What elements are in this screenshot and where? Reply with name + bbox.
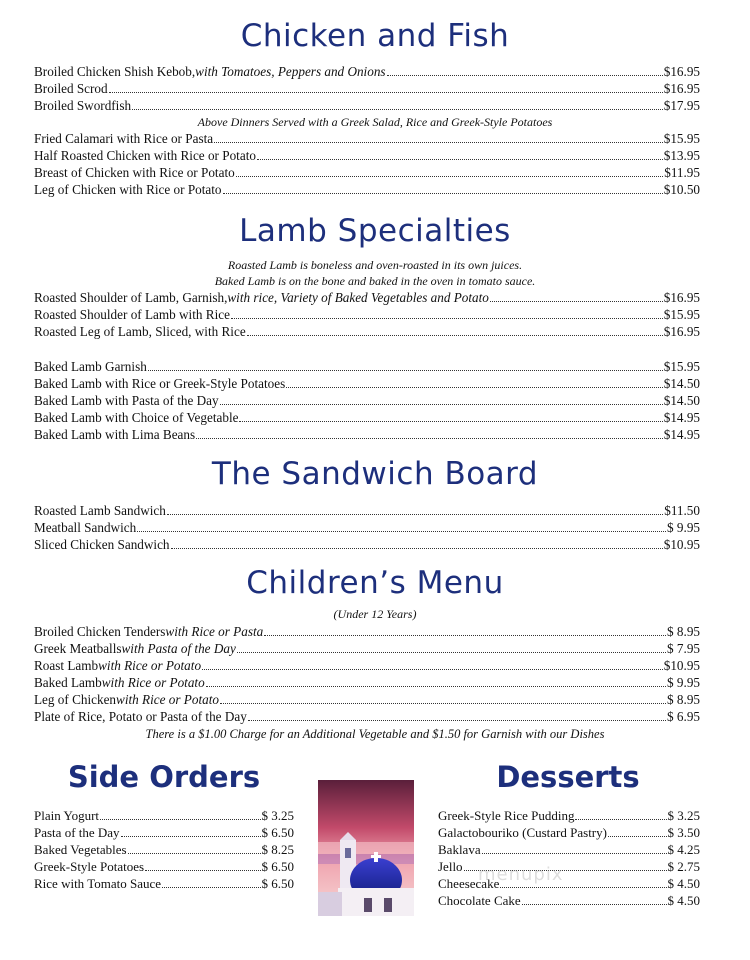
dot-leader bbox=[490, 290, 663, 302]
menu-item-price: $14.95 bbox=[663, 427, 700, 442]
menu-item-price: $11.50 bbox=[664, 503, 700, 518]
santorini-church-illustration bbox=[318, 780, 414, 916]
dot-leader bbox=[196, 427, 663, 439]
menu-item-price: $14.95 bbox=[663, 410, 700, 425]
dot-leader bbox=[137, 520, 666, 532]
sandwich-title: The Sandwich Board bbox=[211, 456, 539, 492]
dot-leader bbox=[100, 808, 260, 820]
dot-leader bbox=[132, 98, 663, 110]
menu-item bbox=[34, 80, 700, 97]
menu-item-name: Half Roasted Chicken with Rice or Potato bbox=[34, 148, 256, 163]
chicken-fish-list-a bbox=[34, 63, 700, 114]
menu-item bbox=[34, 323, 700, 340]
dot-leader bbox=[148, 359, 663, 371]
menu-item bbox=[34, 306, 700, 323]
menu-item-price: $14.50 bbox=[663, 376, 700, 391]
lamb-list-a bbox=[34, 289, 700, 340]
menu-item-name: Greek-Style Rice Pudding bbox=[438, 808, 575, 823]
menu-item-name: Baked Vegetables bbox=[34, 842, 127, 857]
menu-item-price: $17.95 bbox=[663, 98, 700, 113]
sandwich-list bbox=[34, 502, 700, 553]
menu-item-price: $ 6.50 bbox=[261, 876, 294, 891]
menu-item-name: Galactobouriko (Custard Pastry) bbox=[438, 825, 607, 840]
menu-item-name: Roasted Shoulder of Lamb with Rice bbox=[34, 307, 230, 322]
menu-item bbox=[34, 63, 700, 80]
dot-leader bbox=[608, 825, 667, 837]
menu-item-price: $ 8.25 bbox=[261, 842, 294, 857]
dot-leader bbox=[202, 658, 663, 670]
watermark: menupix bbox=[478, 864, 564, 885]
menu-item-price: $ 3.25 bbox=[667, 808, 700, 823]
menu-item bbox=[34, 358, 700, 375]
dot-leader bbox=[223, 182, 663, 194]
menu-item bbox=[34, 97, 700, 114]
chicken-fish-list-b bbox=[34, 130, 700, 198]
menu-item-name: Baked Lamb with Pasta of the Day bbox=[34, 393, 219, 408]
menu-item-name: Plate of Rice, Potato or Pasta of the Day bbox=[34, 709, 247, 724]
menu-item-name: Jello bbox=[438, 859, 463, 874]
menu-item-name: Greek-Style Potatoes bbox=[34, 859, 145, 874]
menu-item bbox=[34, 824, 294, 841]
menu-item bbox=[438, 892, 700, 909]
lamb-note-2: Baked Lamb is on the bone and baked in the oven in tomato sauce. bbox=[214, 274, 536, 288]
menu-item-description: with Tomatoes, Peppers and Onions bbox=[195, 64, 386, 79]
menu-item-name: Cheesecake bbox=[438, 876, 500, 891]
menu-item-price: $ 6.50 bbox=[261, 859, 294, 874]
lamb-title: Lamb Specialties bbox=[239, 213, 511, 249]
menu-item-name: Breast of Chicken with Rice or Potato bbox=[34, 165, 235, 180]
menu-item bbox=[34, 130, 700, 147]
dot-leader bbox=[248, 709, 666, 721]
dot-leader bbox=[239, 410, 662, 422]
menu-item bbox=[34, 147, 700, 164]
menu-item-name: Baked Lamb with Lima Beans bbox=[34, 427, 196, 442]
dot-leader bbox=[121, 825, 261, 837]
menu-item-name: Broiled Chicken Tenders bbox=[34, 624, 166, 639]
menu-item bbox=[34, 858, 294, 875]
dot-leader bbox=[236, 165, 664, 177]
menu-item-name: Roasted Lamb Sandwich bbox=[34, 503, 166, 518]
menu-item-name: Sliced Chicken Sandwich bbox=[34, 537, 170, 552]
dot-leader bbox=[264, 624, 666, 636]
menu-item bbox=[438, 841, 700, 858]
menu-item-price: $16.95 bbox=[663, 290, 700, 305]
menu-item-description: with Rice or Potato bbox=[101, 675, 205, 690]
dot-leader bbox=[171, 537, 663, 549]
menu-item bbox=[34, 289, 700, 306]
menu-item-name: Baked Lamb with Rice or Greek-Style Potatoes bbox=[34, 376, 286, 391]
menu-item bbox=[34, 181, 700, 198]
dot-leader bbox=[220, 393, 663, 405]
menu-item-price: $10.50 bbox=[663, 182, 700, 197]
menu-item bbox=[438, 824, 700, 841]
menu-item bbox=[34, 640, 700, 657]
chicken-fish-note: Above Dinners Served with a Greek Salad, Rice and Greek-Style Potatoes bbox=[197, 115, 553, 129]
menu-item bbox=[34, 708, 700, 725]
menu-item-name: Fried Calamari with Rice or Pasta bbox=[34, 131, 214, 146]
menu-item-price: $16.95 bbox=[663, 324, 700, 339]
menu-item-price: $ 9.95 bbox=[667, 675, 700, 690]
dot-leader bbox=[162, 876, 260, 888]
menu-item-price: $10.95 bbox=[663, 658, 700, 673]
menu-item-name: Baked Lamb bbox=[34, 675, 102, 690]
lamb-note-1: Roasted Lamb is boneless and oven-roasted in its own juices. bbox=[227, 258, 523, 272]
menu-item-price: $16.95 bbox=[663, 64, 700, 79]
lamb-list-b bbox=[34, 358, 700, 443]
menu-item-price: $ 4.25 bbox=[667, 842, 700, 857]
menu-item bbox=[34, 807, 294, 824]
menu-item bbox=[34, 519, 700, 536]
menu-item-price: $13.95 bbox=[663, 148, 700, 163]
dot-leader bbox=[247, 324, 663, 336]
menu-item-name: Roast Lamb bbox=[34, 658, 99, 673]
dot-leader bbox=[231, 307, 663, 319]
menu-item-name: Plain Yogurt bbox=[34, 808, 100, 823]
menu-item-name: Baked Lamb with Choice of Vegetable bbox=[34, 410, 239, 425]
menu-item-price: $14.50 bbox=[663, 393, 700, 408]
children-note: There is a $1.00 Charge for an Additional Vegetable and $1.50 for Garnish with our Dishes bbox=[145, 727, 605, 741]
menu-item-name: Leg of Chicken with Rice or Potato bbox=[34, 182, 222, 197]
menu-item bbox=[34, 392, 700, 409]
menu-item-price: $15.95 bbox=[663, 359, 700, 374]
menu-item-name: Broiled Scrod bbox=[34, 81, 108, 96]
menu-item-price: $ 7.95 bbox=[667, 641, 700, 656]
dot-leader bbox=[257, 148, 663, 160]
menu-item-price: $ 8.95 bbox=[667, 624, 700, 639]
menu-item bbox=[34, 426, 700, 443]
children-list bbox=[34, 623, 700, 725]
menu-item-name: Roasted Leg of Lamb, Sliced, with Rice bbox=[34, 324, 246, 339]
menu-item bbox=[34, 375, 700, 392]
desserts-list bbox=[438, 807, 700, 909]
menu-item bbox=[34, 536, 700, 553]
dot-leader bbox=[167, 503, 663, 515]
menu-item-price: $ 6.95 bbox=[667, 709, 700, 724]
dot-leader bbox=[286, 376, 663, 388]
menu-item bbox=[34, 623, 700, 640]
desserts-title: Desserts bbox=[496, 760, 640, 794]
children-title: Children’s Menu bbox=[246, 565, 504, 601]
dot-leader bbox=[214, 131, 663, 143]
dot-leader bbox=[109, 81, 663, 93]
menu-item-name: Leg of Chicken bbox=[34, 692, 117, 707]
menu-item-price: $ 4.50 bbox=[667, 876, 700, 891]
menu-item bbox=[34, 502, 700, 519]
menu-item-price: $ 4.50 bbox=[667, 893, 700, 908]
menu-item-name: Pasta of the Day bbox=[34, 825, 120, 840]
dot-leader bbox=[237, 641, 666, 653]
sides-list bbox=[34, 807, 294, 892]
menu-item-name: Chocolate Cake bbox=[438, 893, 521, 908]
menu-item bbox=[34, 875, 294, 892]
dot-leader bbox=[145, 859, 260, 871]
menu-item-name: Broiled Swordfish bbox=[34, 98, 132, 113]
menu-item bbox=[34, 674, 700, 691]
menu-item-price: $10.95 bbox=[663, 537, 700, 552]
menu-item-price: $ 3.25 bbox=[261, 808, 294, 823]
sides-title: Side Orders bbox=[67, 760, 261, 794]
dot-leader bbox=[575, 808, 666, 820]
menu-item-description: with Pasta of the Day bbox=[121, 641, 236, 656]
menu-item bbox=[34, 657, 700, 674]
menu-item bbox=[438, 807, 700, 824]
menu-item-price: $ 2.75 bbox=[667, 859, 700, 874]
menu-item-description: with rice, Variety of Baked Vegetables and Potato bbox=[227, 290, 489, 305]
menu-item bbox=[34, 409, 700, 426]
menu-item-name: Meatball Sandwich bbox=[34, 520, 137, 535]
menu-item-price: $15.95 bbox=[663, 307, 700, 322]
menu-item-price: $16.95 bbox=[663, 81, 700, 96]
menu-item-name: Broiled Chicken Shish Kebob, bbox=[34, 64, 196, 79]
dot-leader bbox=[220, 692, 666, 704]
menu-item bbox=[34, 841, 294, 858]
menu-item-description: with Rice or Potato bbox=[98, 658, 202, 673]
menu-item-price: $ 9.95 bbox=[667, 520, 700, 535]
menu-item-description: with Rice or Pasta bbox=[165, 624, 264, 639]
menu-item-name: Roasted Shoulder of Lamb, Garnish, bbox=[34, 290, 228, 305]
menu-item-price: $15.95 bbox=[663, 131, 700, 146]
chicken-fish-title: Chicken and Fish bbox=[240, 18, 510, 54]
dot-leader bbox=[387, 64, 663, 76]
menu-item-name: Rice with Tomato Sauce bbox=[34, 876, 162, 891]
menu-item-description: with Rice or Potato bbox=[116, 692, 219, 707]
menu-item-price: $ 6.50 bbox=[261, 825, 294, 840]
children-subtitle: (Under 12 Years) bbox=[333, 607, 417, 621]
menu-item bbox=[34, 164, 700, 181]
menu-item bbox=[34, 691, 700, 708]
menu-item-price: $ 8.95 bbox=[667, 692, 700, 707]
dot-leader bbox=[522, 893, 667, 905]
menu-item-name: Baklava bbox=[438, 842, 481, 857]
menu-item-name: Greek Meatballs bbox=[34, 641, 122, 656]
dot-leader bbox=[206, 675, 666, 687]
santorini-church-image bbox=[318, 780, 414, 916]
dot-leader bbox=[128, 842, 261, 854]
menu-item-price: $11.95 bbox=[664, 165, 700, 180]
menu-item-name: Baked Lamb Garnish bbox=[34, 359, 147, 374]
dot-leader bbox=[482, 842, 667, 854]
menu-item-price: $ 3.50 bbox=[667, 825, 700, 840]
